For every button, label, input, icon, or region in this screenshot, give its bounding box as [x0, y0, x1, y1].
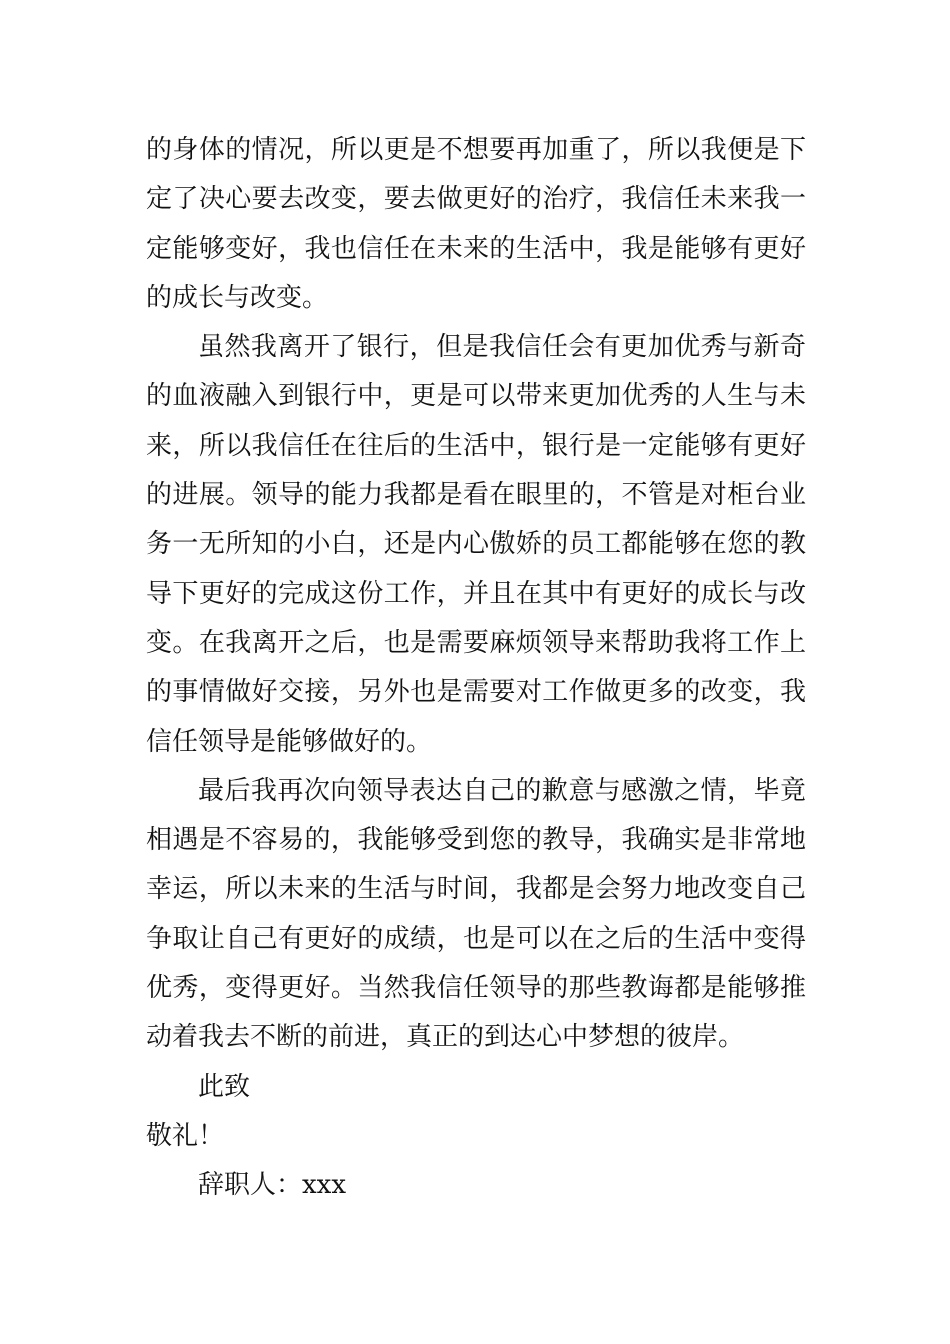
text-line: 最后我再次向领导表达自己的歉意与感激之情，毕竟 [198, 775, 806, 806]
paragraph-3 [146, 767, 806, 1063]
text-line: 定能够变好，我也信任在未来的生活中，我是能够有更好 [146, 233, 806, 264]
text-line: 务一无所知的小白，还是内心傲娇的员工都能够在您的教 [146, 529, 806, 560]
text-line: 来，所以我信任在往后的生活中，银行是一定能够有更好 [146, 430, 806, 461]
text-line: 幸运，所以未来的生活与时间，我都是会努力地改变自己 [146, 874, 806, 905]
text-line: 争取让自己有更好的成绩，也是可以在之后的生活中变得 [146, 923, 806, 954]
text-line: 的成长与改变。 [146, 282, 329, 313]
text-line: 的进展。领导的能力我都是看在眼里的，不管是对柜台业 [146, 480, 806, 511]
paragraph-2 [146, 323, 806, 767]
text-line: 定了决心要去改变，要去做更好的治疗，我信任未来我一 [146, 184, 806, 215]
text-line: 的事情做好交接，另外也是需要对工作做更多的改变，我 [146, 677, 806, 708]
text-line: 的血液融入到银行中，更是可以带来更加优秀的人生与未 [146, 381, 806, 412]
paragraph-1 [146, 126, 806, 323]
text-line: 信任领导是能够做好的。 [146, 726, 433, 757]
text-line: 变。在我离开之后，也是需要麻烦领导来帮助我将工作上 [146, 627, 806, 658]
text-line: 虽然我离开了银行，但是我信任会有更加优秀与新奇 [198, 332, 806, 363]
letter-body [146, 126, 806, 1211]
text-line: 相遇是不容易的，我能够受到您的教导，我确实是非常地 [146, 825, 806, 856]
text-line: 的身体的情况，所以更是不想要再加重了，所以我便是下 [146, 135, 806, 165]
text-line: 导下更好的完成这份工作，并且在其中有更好的成长与改 [146, 578, 806, 609]
regards: 敬礼！ [146, 1120, 225, 1151]
signature: 辞职人：xxx [198, 1170, 346, 1201]
salutation: 此致 [198, 1071, 251, 1102]
text-line: 动着我去不断的前进，真正的到达心中梦想的彼岸。 [146, 1022, 745, 1053]
text-line: 优秀，变得更好。当然我信任领导的那些教诲都是能够推 [146, 973, 806, 1004]
